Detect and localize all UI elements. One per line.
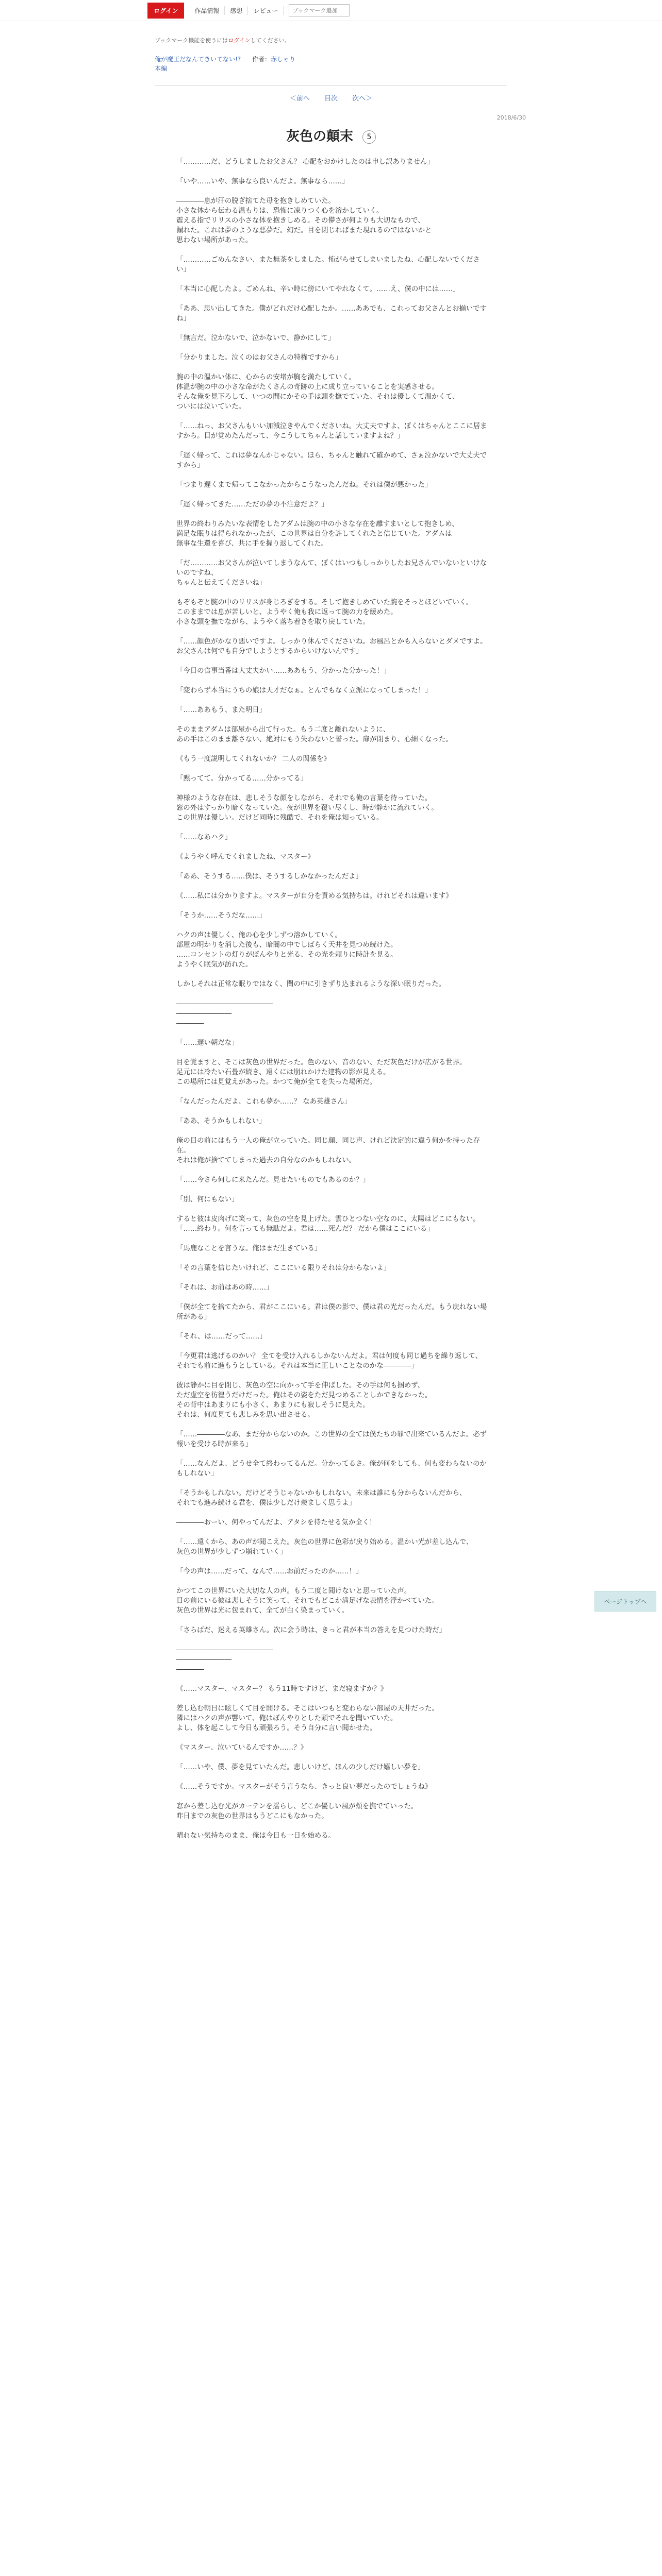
body-paragraph: 《マスター、泣いているんですか……？》 xyxy=(176,1744,307,1752)
body-paragraph xyxy=(176,412,490,421)
body-paragraph: 「いや……いや、無事なら良いんだよ。無事なら……」 xyxy=(176,178,349,185)
body-paragraph xyxy=(176,764,490,774)
author-link[interactable]: 赤しゃり xyxy=(271,56,296,63)
toc-link[interactable]: 目次 xyxy=(324,95,338,103)
body-paragraph: 「ああ、そうかもしれない」 xyxy=(176,1117,266,1125)
body-paragraph: 「なんだったんだよ、これも夢か……？ なあ英雄さん」 xyxy=(176,1098,352,1106)
body-paragraph: 「その言葉を信じたいけれど、ここにいる限りそれは分からないよ」 xyxy=(176,1264,391,1272)
body-paragraph: 「…………だ、どうしましたお父さん？ 心配をおかけしたのは申し訳ありません」 xyxy=(176,158,434,166)
body-paragraph: 「遅く帰ってきた……ただの夢の不注意だよ？」 xyxy=(176,501,328,509)
body-paragraph: かつてこの世界にいた大切な人の声。もう二度と聞けないと思っていた声。 xyxy=(176,1587,411,1595)
body-paragraph xyxy=(176,549,490,558)
body-paragraph: 「そうかもしれない。だけどそうじゃないかもしれない。未来は誰にも分からないんだから、 xyxy=(176,1489,467,1497)
body-paragraph xyxy=(176,1792,490,1802)
body-paragraph: この場所には見覚えがあった。かつて俺が全てを失った場所だ。 xyxy=(176,1078,377,1086)
body-paragraph: その背中はあまりにも小さく、あまりにも寂しそうに見えた。 xyxy=(176,1401,370,1409)
body-paragraph: ―――――――― xyxy=(176,1010,232,1018)
body-paragraph: 神様のような存在は、悲しそうな顔をしながら、それでも俺の言葉を待っていた。 xyxy=(176,794,432,802)
body-paragraph xyxy=(176,1449,490,1459)
body-paragraph: 「……いや、僕、夢を見ていたんだ。悲しいけど、ほんの少しだけ嬉しい夢を」 xyxy=(176,1764,425,1771)
body-paragraph: 「……今さら何しに来たんだ。見せたいものでもあるのか？」 xyxy=(176,1176,370,1184)
prev-link[interactable]: ＜前へ xyxy=(289,95,310,103)
body-paragraph xyxy=(176,1234,490,1244)
body-paragraph: 「……なんだよ、どうせ全て終わってるんだ。分かってるさ。俺が何をしても、何も変わらないのかもしれない」 xyxy=(176,1460,487,1478)
body-paragraph xyxy=(176,324,490,333)
body-paragraph xyxy=(176,696,490,705)
body-paragraph: 「馬鹿なことを言うな。俺はまだ生きている」 xyxy=(176,1245,322,1252)
body-paragraph xyxy=(176,882,490,891)
body-paragraph: 腕の中の温かい体に、心からの安堵が胸を満たしていく。 xyxy=(176,374,356,381)
body-paragraph: 「そうか……そうだな……」 xyxy=(176,912,267,920)
body-paragraph: ちゃんと伝えてくださいね」 xyxy=(176,579,267,587)
body-paragraph: ようやく眠気が訪れた。 xyxy=(176,961,253,969)
body-paragraph: この世界は優しい。だけど同時に残酷で、それを俺は知っている。 xyxy=(176,814,384,822)
body-paragraph xyxy=(176,656,490,666)
body-paragraph: 「今の声は……だって、なんで……お前だったのか……！」 xyxy=(176,1568,363,1575)
body-paragraph xyxy=(176,989,490,999)
body-paragraph: もぞもぞと腕の中のリリスが身じろぎをする。そして抱きしめていた腕をそっとほどいていく。 xyxy=(176,599,473,606)
body-paragraph xyxy=(176,441,490,451)
body-paragraph: 「……ああもう、また明日」 xyxy=(176,706,267,714)
body-paragraph xyxy=(176,1342,490,1351)
bookmark-add-input[interactable] xyxy=(289,4,350,16)
work-tags[interactable]: 本編 xyxy=(155,65,168,72)
body-paragraph: ――――おーい、何やってんだよ、アタシを待たせる気か全く！ xyxy=(176,1519,376,1527)
body-paragraph xyxy=(176,862,490,872)
body-paragraph: あの手はこのまま離さない、絶対にもう失わないと誓った。扉が閉まり、心細くなった。 xyxy=(176,736,453,743)
chapter-title: 灰色の顛末 5 xyxy=(0,126,662,145)
work-meta xyxy=(155,55,295,63)
body-paragraph: 《……そうですか。マスターがそう言うなら、きっと良い夢だったのでしょうね》 xyxy=(176,1783,432,1791)
body-paragraph: ……コンセントの灯りがぼんやりと光る、その光を頼りに時計を見る。 xyxy=(176,951,398,959)
body-paragraph: 「…………ごめんなさい、また無茶をしました。怖がらせてしまいましたね、心配しないでください」 xyxy=(176,256,480,274)
body-paragraph: ―――― xyxy=(176,1666,204,1673)
nav-impressions[interactable]: 感想 xyxy=(225,6,248,15)
page-top-button[interactable]: ページトップへ xyxy=(594,1591,656,1612)
body-paragraph xyxy=(176,245,490,255)
body-paragraph: 小さな頭を撫でながら、ようやく落ち着きを取り戻していた。 xyxy=(176,618,370,626)
body-paragraph: 「変わらず本当にうちの娘は天才だなぁ。とんでもなく立派になってしまった！」 xyxy=(176,687,432,694)
body-paragraph xyxy=(176,970,490,979)
body-paragraph: 「今更君は逃げるのかい？ 全てを受け入れるしかないんだよ。君は何度も同じ過ちを繰り返して、 xyxy=(176,1352,483,1360)
body-paragraph xyxy=(176,1616,490,1625)
body-paragraph xyxy=(176,1028,490,1038)
body-paragraph xyxy=(176,1185,490,1195)
body-paragraph: 「本当に心配したよ。ごめんね、辛い時に傍にいてやれなくて。……え、僕の中には……」 xyxy=(176,285,460,293)
nav-review[interactable]: レビュー xyxy=(248,6,284,15)
body-paragraph xyxy=(176,1528,490,1537)
body-paragraph xyxy=(176,1126,490,1136)
body-paragraph xyxy=(176,784,490,793)
body-paragraph: 《……マスター、マスター？ もう11時ですけど、まだ寝ますか？》 xyxy=(176,1685,388,1693)
body-paragraph: 「ああ、思い出してきた。僕がどれだけ心配したか。……ああでも、これってお父さんとお揃いですね」 xyxy=(176,305,487,323)
body-paragraph xyxy=(176,1253,490,1263)
body-paragraph xyxy=(176,1087,490,1097)
body-paragraph xyxy=(176,901,490,911)
body-paragraph: ――――息が汗の脱ぎ捨てた母を抱きしめていた。 xyxy=(176,197,335,205)
body-paragraph: 世界の終わりみたいな表情をしたアダムは腕の中の小さな存在を離すまいとして抱きしめ、 xyxy=(176,520,459,528)
next-link[interactable]: 次へ＞ xyxy=(352,95,373,103)
body-paragraph xyxy=(176,470,490,480)
body-paragraph: 「無言だ。泣かないで、泣かないで、静かにして」 xyxy=(176,334,335,342)
body-paragraph: 差し込む朝日に眩しくて目を開ける。そこはいつもと変わらない部屋の天井だった。 xyxy=(176,1705,439,1713)
body-paragraph: 満足な眠りは得られなかったが、この世界は自分を許してくれたと信じていた。アダムは xyxy=(176,530,452,538)
body-paragraph: よし、体を起こして今日も頑張ろう。そう自分に言い聞かせた。 xyxy=(176,1724,377,1732)
body-paragraph: 無事な生還を喜び、共に手を握り返してくれた。 xyxy=(176,540,328,548)
body-paragraph: 部屋の明かりを消した後も、暗闇の中でしばらく天井を見つめ続けた。 xyxy=(176,941,398,949)
body-paragraph: 「……なあハク」 xyxy=(176,834,232,841)
body-paragraph xyxy=(176,187,490,196)
body-paragraph: そのままアダムは部屋から出て行った。もう二度と離れないように、 xyxy=(176,726,390,734)
body-paragraph: 昨日までの灰色の世界はもうどこにもなかった。 xyxy=(176,1812,328,1820)
body-paragraph: 「だ…………お父さんが泣いてしまうなんて、ぼくはいつもしっかりしたお兄さんでいないといけないのですね、 xyxy=(176,560,487,577)
body-paragraph: ―――――――― xyxy=(176,1656,232,1664)
body-paragraph: 「さらばだ、迷える英雄さん。次に会う時は、きっと君が本当の答えを見つけた時だ」 xyxy=(176,1626,446,1634)
body-paragraph: 「……終わり。何を言っても無駄だよ。君は……死んだ？ だから僕はここにいる」 xyxy=(176,1225,434,1233)
post-date: 2018/6/30 xyxy=(496,114,526,121)
body-paragraph: 窓から差し込む光がカーテンを揺らし、どこか優しい風が頬を撫でていった。 xyxy=(176,1803,418,1810)
body-paragraph xyxy=(176,1635,490,1645)
body-paragraph: それでも前に進もうとしている。それは本当に正しいことなのかな――――」 xyxy=(176,1362,418,1370)
body-paragraph xyxy=(176,363,490,372)
body-paragraph xyxy=(176,1048,490,1058)
body-paragraph: 「つまり遅くまで帰ってこなかったからこうなったんだね。それは僕が悪かった」 xyxy=(176,481,432,489)
body-paragraph: 「黙ってて。分かってる……分かってる」 xyxy=(176,775,308,783)
body-paragraph: 《もう一度説明してくれないか？ 二人の関係を》 xyxy=(176,755,330,763)
body-paragraph: 《……私には分かりますよ。マスターが自分を責める気持ちは。けれどそれは違います》 xyxy=(176,892,453,900)
body-paragraph: 灰色の世界は光に包まれて、全てが白く染まっていく。 xyxy=(176,1607,349,1615)
body-paragraph: 「別、何にもない」 xyxy=(176,1196,239,1204)
body-paragraph xyxy=(176,275,490,284)
body-paragraph xyxy=(176,1821,490,1831)
body-paragraph: 「……遠くから、あの声が聞こえた。灰色の世界に色彩が戻り始める。温かい光が差し込んで、 xyxy=(176,1538,473,1546)
body-paragraph: しかしそれは正常な眠りではなく、闇の中に引きずり込まれるような深い眠りだった。 xyxy=(176,980,445,988)
body-paragraph: 思わない場所があった。 xyxy=(176,236,253,244)
body-paragraph: 小さな体から伝わる温もりは、恐怖に凍りつく心を溶かしていく。 xyxy=(176,207,384,215)
body-paragraph: 体温が腕の中の小さな命がたくさんの奇跡の上に成り立っていることを実感させる。 xyxy=(176,383,439,391)
body-paragraph: それは俺が捨ててしまった過去の自分なのかもしれない。 xyxy=(176,1157,356,1164)
body-paragraph: ただ虚空を彷徨うだけだった。俺はその姿をただ見つめることしかできなかった。 xyxy=(176,1392,432,1399)
body-paragraph: 目の前にいる彼は悲しそうに笑って、それでもどこか満足げな表情を浮かべていた。 xyxy=(176,1597,439,1605)
body-paragraph xyxy=(176,1371,490,1381)
body-paragraph xyxy=(176,294,490,304)
body-paragraph: 「僕が全てを捨てたから、君がここにいる。君は僕の影で、僕は君の光だったんだ。もう戻れない場所がある」 xyxy=(176,1303,487,1321)
pager xyxy=(0,93,662,103)
body-paragraph xyxy=(176,1322,490,1332)
body-paragraph: すると彼は皮肉げに笑って、灰色の空を見上げた。雲ひとつない空なのに、太陽はどこにもない。 xyxy=(176,1215,480,1223)
body-paragraph: 「ああ、そうする……僕は、そうするしかなかったんだよ」 xyxy=(176,873,363,880)
body-paragraph: 彼は静かに目を閉じ、灰色の空に向かって手を伸ばした。その手は何も掴めず、 xyxy=(176,1382,424,1389)
body-paragraph xyxy=(176,744,490,754)
body-paragraph: 「……遅い朝だな」 xyxy=(176,1039,239,1047)
body-paragraph: 隣にはハクの声が響いて、俺はぼんやりとした頭でそれを聞いていた。 xyxy=(176,1715,398,1722)
body-paragraph: ハクの声は優しく、俺の心を少しずつ溶かしていく。 xyxy=(176,931,342,939)
body-paragraph xyxy=(176,1293,490,1302)
bookmark-notice: ブックマーク機能を使うにはログインしてください。 xyxy=(155,37,290,44)
body-paragraph: 晴れない気持ちのまま、俺は今日も一日を始める。 xyxy=(176,1832,335,1840)
body-paragraph: ―――― xyxy=(176,1020,204,1027)
body-paragraph xyxy=(176,1772,490,1782)
body-paragraph: このままでは息が苦しいと、ようやく俺も我に返って腕の力を緩めた。 xyxy=(176,608,398,616)
body-paragraph xyxy=(176,1273,490,1283)
body-paragraph xyxy=(176,1753,490,1762)
body-paragraph xyxy=(176,1557,490,1567)
body-paragraph xyxy=(176,1577,490,1586)
body-paragraph xyxy=(176,1674,490,1684)
body-paragraph: 目を覚ますと、そこは灰色の世界だった。色のない、音のない、ただ灰色だけが広がる世界。 xyxy=(176,1059,467,1066)
body-paragraph: 足元には冷たい石畳が続き、遠くには崩れかけた建物の影が見える。 xyxy=(176,1069,390,1076)
login-button[interactable]: ログイン xyxy=(147,3,184,19)
body-paragraph: 「それ、は……だって……」 xyxy=(176,1333,267,1341)
body-paragraph: 震える指でリリスの小さな体を抱きしめる。その儚さが何よりも大切なもので、 xyxy=(176,217,425,225)
body-paragraph: 「……――――なあ、まだ分からないのか。この世界の全ては僕たちの罪で出来ているんだよ。必ず報いを受ける時が来る」 xyxy=(176,1431,487,1448)
body-paragraph: ―――――――――――――― xyxy=(176,1646,273,1654)
chapter-body xyxy=(176,157,490,1841)
body-paragraph: 漏れた。これは夢のような悪夢だ。幻だ。目を閉じればまた現れるのではないかと xyxy=(176,227,432,234)
body-paragraph: そんな俺を見下ろして、いつの間にかその手は頭を撫でていた。それは優しくて温かくて、 xyxy=(176,393,459,401)
body-paragraph xyxy=(176,823,490,833)
body-paragraph xyxy=(176,1420,490,1430)
body-paragraph xyxy=(176,1205,490,1214)
chapter-number: 5 xyxy=(362,130,376,144)
divider xyxy=(155,85,507,86)
body-paragraph: 「……顔色がかなり悪いですよ。しっかり休んでくださいね。お風呂とかも入らないとダメですよ。お父さんは何でも自分でしようとするからいけないんです」 xyxy=(176,638,487,655)
body-paragraph: 「それは、お前はあの時……」 xyxy=(176,1284,273,1292)
body-paragraph: 「遅く帰って、これは夢なんかじゃない。ほら、ちゃんと触れて確かめて、さぁ泣かないで大丈夫ですから」 xyxy=(176,452,487,469)
body-paragraph: ついには泣いていた。 xyxy=(176,403,245,411)
author-label: 作者： xyxy=(252,56,271,63)
body-paragraph xyxy=(176,1479,490,1488)
body-paragraph: それは、何度見ても悲しみを思い出させる。 xyxy=(176,1411,315,1419)
body-paragraph: 「今日の食事当番は大丈夫かい……ああもう、分かった分かった！」 xyxy=(176,667,391,675)
work-title-link[interactable]: 俺が魔王だなんてきいてない!? xyxy=(155,56,241,63)
body-paragraph: 俺の目の前にはもう一人の俺が立っていた。同じ顔、同じ声、けれど決定的に違う何かを持った存在。 xyxy=(176,1137,481,1155)
header-bar xyxy=(0,0,662,21)
body-paragraph: 窓の外はすっかり暗くなっていた。夜が世界を覆い尽くし、時が静かに流れていく。 xyxy=(176,804,438,812)
body-paragraph xyxy=(176,343,490,353)
login-link[interactable]: ログイン xyxy=(228,37,251,44)
body-paragraph xyxy=(176,510,490,519)
body-paragraph xyxy=(176,490,490,500)
body-paragraph: 「分かりました。泣くのはお父さんの特権ですから」 xyxy=(176,354,342,362)
body-paragraph: 「……ねっ、お父さんもいい加減泣きやんでくださいね。大丈夫ですよ、ぼくはちゃんとここに居ますから。目が覚めたんだって、今こうしてちゃんと話していますよね？」 xyxy=(176,422,487,440)
nav-work-info[interactable]: 作品情報 xyxy=(189,6,225,15)
body-paragraph xyxy=(176,676,490,686)
body-paragraph xyxy=(176,1107,490,1116)
body-paragraph: それでも進み続ける君を、僕は少しだけ羨ましく思うよ」 xyxy=(176,1499,356,1507)
body-paragraph xyxy=(176,1165,490,1175)
body-paragraph xyxy=(176,588,490,598)
body-paragraph xyxy=(176,921,490,930)
body-paragraph xyxy=(176,715,490,725)
body-paragraph xyxy=(176,1694,490,1704)
body-paragraph: 《ようやく呼んでくれましたね、マスター》 xyxy=(176,853,315,861)
body-paragraph: 灰色の世界が少しずつ崩れていく」 xyxy=(176,1548,287,1556)
body-paragraph xyxy=(176,1733,490,1743)
body-paragraph: ―――――――――――――― xyxy=(176,1000,273,1008)
body-paragraph xyxy=(176,842,490,852)
body-paragraph xyxy=(176,627,490,637)
body-paragraph xyxy=(176,1508,490,1518)
body-paragraph xyxy=(176,167,490,177)
